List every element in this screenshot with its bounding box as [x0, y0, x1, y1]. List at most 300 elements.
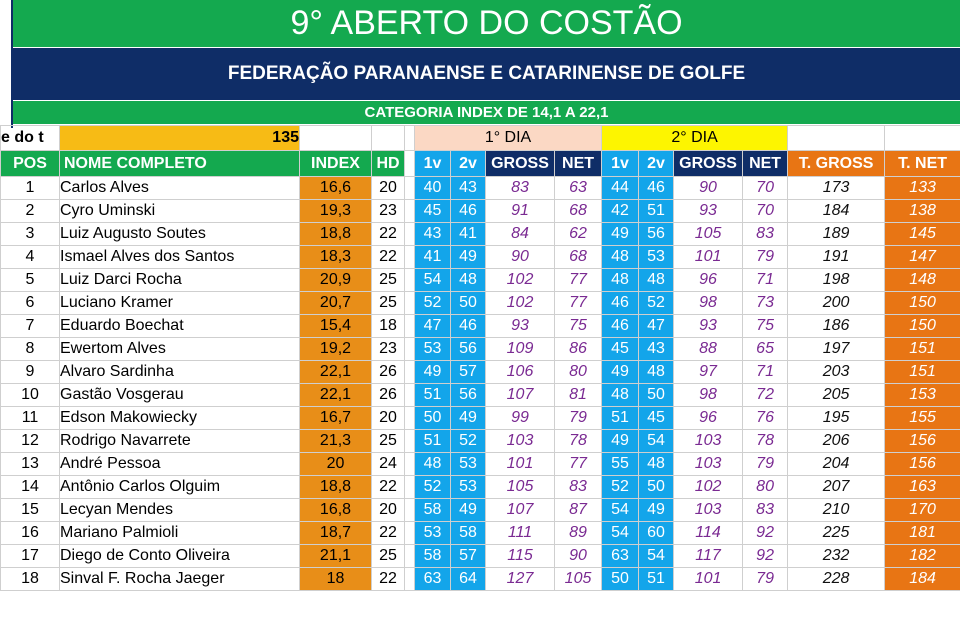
cell-d2-net: 72 — [743, 384, 788, 407]
cell-total-net: 184 — [885, 568, 960, 591]
cell-d2-v2: 51 — [639, 200, 674, 223]
spacer-cell — [405, 246, 415, 269]
cell-total-net: 181 — [885, 522, 960, 545]
cell-total-gross: 206 — [788, 430, 885, 453]
cell-d2-net: 79 — [743, 453, 788, 476]
spacer-cell — [405, 177, 415, 200]
table-row — [1, 200, 960, 223]
blank-cell — [300, 126, 372, 151]
cell-index: 18,8 — [300, 476, 372, 499]
cell-d2-v2: 50 — [639, 384, 674, 407]
cell-d1-net: 89 — [555, 522, 602, 545]
cell-d2-v1: 50 — [602, 568, 639, 591]
cell-d2-gross: 101 — [674, 568, 743, 591]
cell-pos: 4 — [1, 246, 60, 269]
cell-d2-v1: 44 — [602, 177, 639, 200]
spacer-cell — [405, 476, 415, 499]
column-header-row — [1, 151, 960, 177]
cell-d2-v2: 60 — [639, 522, 674, 545]
cell-pos: 6 — [1, 292, 60, 315]
cell-d2-v2: 54 — [639, 545, 674, 568]
cell-d1-net: 83 — [555, 476, 602, 499]
federation-banner: FEDERAÇÃO PARANAENSE E CATARINENSE DE GOLFE — [13, 48, 960, 100]
cell-total-net: 147 — [885, 246, 960, 269]
cell-d1-v2: 57 — [451, 545, 486, 568]
cell-d1-v1: 52 — [415, 476, 451, 499]
col-total-gross: T. GROSS — [788, 151, 885, 177]
cell-d2-net: 83 — [743, 223, 788, 246]
cell-d1-net: 87 — [555, 499, 602, 522]
cell-d1-v2: 46 — [451, 200, 486, 223]
cell-index: 16,7 — [300, 407, 372, 430]
tournament-title: 9° ABERTO DO COSTÃO — [13, 0, 960, 47]
cell-d2-net: 78 — [743, 430, 788, 453]
category-banner: CATEGORIA INDEX DE 14,1 A 22,1 — [13, 101, 960, 124]
spacer-cell — [405, 315, 415, 338]
cell-total-net: 138 — [885, 200, 960, 223]
cell-d1-net: 78 — [555, 430, 602, 453]
results-table — [0, 125, 960, 591]
cell-d2-v2: 45 — [639, 407, 674, 430]
table-row — [1, 361, 960, 384]
cell-index: 16,6 — [300, 177, 372, 200]
cell-d1-net: 68 — [555, 246, 602, 269]
cell-d1-gross: 109 — [486, 338, 555, 361]
cell-d1-v2: 57 — [451, 361, 486, 384]
cell-index: 18,3 — [300, 246, 372, 269]
cell-d2-v2: 50 — [639, 476, 674, 499]
cell-total-gross: 186 — [788, 315, 885, 338]
table-row — [1, 292, 960, 315]
cell-name: Ismael Alves dos Santos — [60, 246, 300, 269]
cell-d2-net: 70 — [743, 200, 788, 223]
cell-d1-v2: 53 — [451, 453, 486, 476]
cell-name: Sinval F. Rocha Jaeger — [60, 568, 300, 591]
cell-d1-v2: 49 — [451, 246, 486, 269]
cell-index: 18 — [300, 568, 372, 591]
cell-d2-gross: 102 — [674, 476, 743, 499]
cell-pos: 10 — [1, 384, 60, 407]
cell-d2-v2: 48 — [639, 269, 674, 292]
cell-hd: 24 — [372, 453, 405, 476]
cell-d2-gross: 96 — [674, 407, 743, 430]
cell-name: Luiz Darci Rocha — [60, 269, 300, 292]
cell-d1-v1: 43 — [415, 223, 451, 246]
cell-d2-gross: 93 — [674, 200, 743, 223]
col-d1-gross: GROSS — [486, 151, 555, 177]
cell-hd: 22 — [372, 476, 405, 499]
cell-hd: 25 — [372, 545, 405, 568]
table-row — [1, 545, 960, 568]
cell-total-net: 150 — [885, 292, 960, 315]
col-name: NOME COMPLETO — [60, 151, 300, 177]
cell-hd: 20 — [372, 177, 405, 200]
cell-d2-v2: 51 — [639, 568, 674, 591]
cell-total-gross: 184 — [788, 200, 885, 223]
cell-d1-net: 79 — [555, 407, 602, 430]
cell-hd: 25 — [372, 430, 405, 453]
cell-d1-net: 62 — [555, 223, 602, 246]
cell-d1-gross: 102 — [486, 292, 555, 315]
table-row — [1, 499, 960, 522]
cell-index: 15,4 — [300, 315, 372, 338]
cell-d1-net: 77 — [555, 269, 602, 292]
cell-d2-v1: 46 — [602, 292, 639, 315]
table-row — [1, 453, 960, 476]
cell-total-gross: 207 — [788, 476, 885, 499]
cell-d1-gross: 102 — [486, 269, 555, 292]
cell-total-gross: 198 — [788, 269, 885, 292]
cell-d1-v2: 48 — [451, 269, 486, 292]
cell-d1-v1: 45 — [415, 200, 451, 223]
spacer-cell — [405, 430, 415, 453]
cell-d2-gross: 103 — [674, 499, 743, 522]
cell-d1-v2: 56 — [451, 384, 486, 407]
cell-d1-gross: 84 — [486, 223, 555, 246]
cell-total-net: 156 — [885, 430, 960, 453]
spacer-cell — [405, 522, 415, 545]
spacer-cell — [405, 223, 415, 246]
spacer-cell — [405, 568, 415, 591]
cell-d2-v1: 49 — [602, 223, 639, 246]
cell-d2-gross: 90 — [674, 177, 743, 200]
cell-index: 18,8 — [300, 223, 372, 246]
cell-d2-v1: 48 — [602, 246, 639, 269]
cell-total-net: 182 — [885, 545, 960, 568]
cell-d1-gross: 106 — [486, 361, 555, 384]
cell-d1-v1: 53 — [415, 522, 451, 545]
cell-index: 16,8 — [300, 499, 372, 522]
cell-hd: 20 — [372, 407, 405, 430]
cell-index: 19,2 — [300, 338, 372, 361]
cell-d2-net: 76 — [743, 407, 788, 430]
cell-d2-v1: 42 — [602, 200, 639, 223]
cell-d2-net: 92 — [743, 545, 788, 568]
cell-d2-net: 79 — [743, 568, 788, 591]
table-row — [1, 338, 960, 361]
cell-pos: 14 — [1, 476, 60, 499]
cell-d2-gross: 96 — [674, 269, 743, 292]
cell-d2-v2: 43 — [639, 338, 674, 361]
cell-name: Gastão Vosgerau — [60, 384, 300, 407]
blank-cell — [885, 126, 960, 151]
cell-d1-v2: 52 — [451, 430, 486, 453]
cell-d2-net: 65 — [743, 338, 788, 361]
cell-total-gross: 200 — [788, 292, 885, 315]
cell-d2-v2: 48 — [639, 361, 674, 384]
cell-d1-gross: 101 — [486, 453, 555, 476]
cell-total-net: 145 — [885, 223, 960, 246]
cell-total-net: 150 — [885, 315, 960, 338]
cell-name: Antônio Carlos Olguim — [60, 476, 300, 499]
cell-index: 22,1 — [300, 361, 372, 384]
cell-d2-v1: 46 — [602, 315, 639, 338]
cell-d1-v1: 50 — [415, 407, 451, 430]
spacer-cell — [405, 200, 415, 223]
spacer-cell — [405, 269, 415, 292]
cell-d1-gross: 91 — [486, 200, 555, 223]
cell-total-gross: 225 — [788, 522, 885, 545]
table-row — [1, 223, 960, 246]
cell-total-gross: 205 — [788, 384, 885, 407]
cell-pos: 11 — [1, 407, 60, 430]
col-d1-net: NET — [555, 151, 602, 177]
cell-d1-v2: 49 — [451, 499, 486, 522]
cell-d2-gross: 97 — [674, 361, 743, 384]
cell-hd: 22 — [372, 522, 405, 545]
cell-total-gross: 189 — [788, 223, 885, 246]
cell-total-net: 133 — [885, 177, 960, 200]
col-d1-v1: 1v — [415, 151, 451, 177]
cell-name: Eduardo Boechat — [60, 315, 300, 338]
cell-d1-net: 90 — [555, 545, 602, 568]
cell-total-gross: 228 — [788, 568, 885, 591]
cell-total-net: 170 — [885, 499, 960, 522]
cell-total-gross: 195 — [788, 407, 885, 430]
cell-total-net: 151 — [885, 361, 960, 384]
cell-d2-gross: 88 — [674, 338, 743, 361]
cell-total-gross: 203 — [788, 361, 885, 384]
cell-d1-v1: 58 — [415, 545, 451, 568]
cell-pos: 3 — [1, 223, 60, 246]
col-hd: HD — [372, 151, 405, 177]
days-row — [1, 126, 960, 151]
spacer-cell — [405, 338, 415, 361]
cell-name: Alvaro Sardinha — [60, 361, 300, 384]
spacer-cell — [405, 151, 415, 177]
cell-d2-gross: 98 — [674, 384, 743, 407]
cell-d2-v2: 56 — [639, 223, 674, 246]
cell-hd: 23 — [372, 200, 405, 223]
cell-d2-v1: 54 — [602, 499, 639, 522]
col-d2-gross: GROSS — [674, 151, 743, 177]
cell-index: 19,3 — [300, 200, 372, 223]
cell-index: 21,1 — [300, 545, 372, 568]
cell-d1-net: 75 — [555, 315, 602, 338]
cell-hd: 26 — [372, 384, 405, 407]
col-d2-net: NET — [743, 151, 788, 177]
cell-name: Luiz Augusto Soutes — [60, 223, 300, 246]
cell-d2-gross: 117 — [674, 545, 743, 568]
table-row — [1, 522, 960, 545]
cell-d2-gross: 98 — [674, 292, 743, 315]
cell-d2-gross: 114 — [674, 522, 743, 545]
spacer-cell — [405, 384, 415, 407]
cell-d2-v1: 49 — [602, 430, 639, 453]
cell-d2-net: 71 — [743, 269, 788, 292]
cell-hd: 23 — [372, 338, 405, 361]
cell-d2-net: 79 — [743, 246, 788, 269]
cell-name: Ewertom Alves — [60, 338, 300, 361]
cell-d2-v1: 54 — [602, 522, 639, 545]
cell-d1-v2: 50 — [451, 292, 486, 315]
cell-d1-gross: 105 — [486, 476, 555, 499]
spacer-cell — [405, 292, 415, 315]
table-row — [1, 430, 960, 453]
cell-pos: 8 — [1, 338, 60, 361]
cell-d2-v2: 47 — [639, 315, 674, 338]
cell-d2-gross: 103 — [674, 453, 743, 476]
col-d2-v2: 2v — [639, 151, 674, 177]
cell-hd: 22 — [372, 568, 405, 591]
col-pos: POS — [1, 151, 60, 177]
cut-label: e do t — [1, 126, 60, 151]
cell-pos: 18 — [1, 568, 60, 591]
cell-d1-v2: 64 — [451, 568, 486, 591]
col-d2-v1: 1v — [602, 151, 639, 177]
cell-name: Edson Makowiecky — [60, 407, 300, 430]
table-row — [1, 246, 960, 269]
cell-total-gross: 210 — [788, 499, 885, 522]
cell-d1-gross: 90 — [486, 246, 555, 269]
cell-d1-v1: 52 — [415, 292, 451, 315]
cell-name: Rodrigo Navarrete — [60, 430, 300, 453]
cell-index: 20,7 — [300, 292, 372, 315]
cell-d1-v2: 53 — [451, 476, 486, 499]
table-row — [1, 407, 960, 430]
cell-d1-gross: 99 — [486, 407, 555, 430]
cell-d1-v2: 58 — [451, 522, 486, 545]
day1-header: 1° DIA — [415, 126, 602, 151]
cell-hd: 25 — [372, 292, 405, 315]
cell-d2-v2: 52 — [639, 292, 674, 315]
cell-total-net: 153 — [885, 384, 960, 407]
cell-d1-v1: 49 — [415, 361, 451, 384]
cell-d1-gross: 93 — [486, 315, 555, 338]
cell-hd: 25 — [372, 269, 405, 292]
cell-index: 20,9 — [300, 269, 372, 292]
col-total-net: T. NET — [885, 151, 960, 177]
cell-total-net: 148 — [885, 269, 960, 292]
cell-d1-net: 86 — [555, 338, 602, 361]
table-row — [1, 476, 960, 499]
spacer-cell — [405, 545, 415, 568]
cell-d1-gross: 83 — [486, 177, 555, 200]
cell-d2-net: 83 — [743, 499, 788, 522]
cell-index: 18,7 — [300, 522, 372, 545]
cell-d1-gross: 115 — [486, 545, 555, 568]
cell-name: Carlos Alves — [60, 177, 300, 200]
cell-d2-v1: 45 — [602, 338, 639, 361]
cell-name: André Pessoa — [60, 453, 300, 476]
cell-d2-v1: 48 — [602, 384, 639, 407]
cell-hd: 22 — [372, 246, 405, 269]
col-d1-v2: 2v — [451, 151, 486, 177]
cell-d1-v2: 56 — [451, 338, 486, 361]
table-row — [1, 315, 960, 338]
cell-d2-v2: 54 — [639, 430, 674, 453]
cell-d2-v1: 52 — [602, 476, 639, 499]
cell-d1-v2: 46 — [451, 315, 486, 338]
cell-total-net: 155 — [885, 407, 960, 430]
cell-total-gross: 232 — [788, 545, 885, 568]
cell-d1-v1: 54 — [415, 269, 451, 292]
spacer-cell — [405, 361, 415, 384]
cell-d1-gross: 107 — [486, 384, 555, 407]
cell-total-gross: 173 — [788, 177, 885, 200]
spacer-cell — [405, 453, 415, 476]
cell-d1-gross: 107 — [486, 499, 555, 522]
cell-d2-gross: 103 — [674, 430, 743, 453]
table-row — [1, 177, 960, 200]
cell-d1-gross: 111 — [486, 522, 555, 545]
cell-d1-net: 105 — [555, 568, 602, 591]
cell-d1-gross: 127 — [486, 568, 555, 591]
col-index: INDEX — [300, 151, 372, 177]
cell-d1-v1: 63 — [415, 568, 451, 591]
cell-d1-v1: 48 — [415, 453, 451, 476]
cell-d1-net: 63 — [555, 177, 602, 200]
spacer-cell — [405, 499, 415, 522]
table-row — [1, 568, 960, 591]
cell-pos: 7 — [1, 315, 60, 338]
cell-d1-v2: 43 — [451, 177, 486, 200]
cell-index: 21,3 — [300, 430, 372, 453]
cell-d2-net: 75 — [743, 315, 788, 338]
cell-d2-v2: 49 — [639, 499, 674, 522]
cell-d2-v1: 55 — [602, 453, 639, 476]
cell-d2-gross: 105 — [674, 223, 743, 246]
cell-d2-net: 73 — [743, 292, 788, 315]
cell-name: Lecyan Mendes — [60, 499, 300, 522]
cell-d2-v2: 53 — [639, 246, 674, 269]
cell-total-gross: 191 — [788, 246, 885, 269]
cell-index: 20 — [300, 453, 372, 476]
cell-name: Mariano Palmioli — [60, 522, 300, 545]
cell-name: Cyro Uminski — [60, 200, 300, 223]
cell-hd: 18 — [372, 315, 405, 338]
cell-d1-v1: 51 — [415, 430, 451, 453]
cell-total-net: 151 — [885, 338, 960, 361]
cell-name: Diego de Conto Oliveira — [60, 545, 300, 568]
cell-d1-gross: 103 — [486, 430, 555, 453]
cell-d2-v1: 63 — [602, 545, 639, 568]
cell-d2-v2: 46 — [639, 177, 674, 200]
cell-pos: 12 — [1, 430, 60, 453]
cell-pos: 13 — [1, 453, 60, 476]
cell-name: Luciano Kramer — [60, 292, 300, 315]
cell-d2-v2: 48 — [639, 453, 674, 476]
cell-d1-net: 81 — [555, 384, 602, 407]
spacer-cell — [405, 407, 415, 430]
cell-total-net: 156 — [885, 453, 960, 476]
cell-index: 22,1 — [300, 384, 372, 407]
cell-pos: 9 — [1, 361, 60, 384]
cell-d2-net: 92 — [743, 522, 788, 545]
table-row — [1, 384, 960, 407]
blank-cell — [372, 126, 405, 151]
cell-d1-v2: 49 — [451, 407, 486, 430]
cell-d1-v1: 40 — [415, 177, 451, 200]
blank-cell — [405, 126, 415, 151]
cell-total-net: 163 — [885, 476, 960, 499]
cell-d1-v1: 47 — [415, 315, 451, 338]
cell-hd: 22 — [372, 223, 405, 246]
cell-total-gross: 197 — [788, 338, 885, 361]
cell-d2-net: 80 — [743, 476, 788, 499]
cell-d2-v1: 48 — [602, 269, 639, 292]
cell-d1-v1: 51 — [415, 384, 451, 407]
cell-d2-net: 70 — [743, 177, 788, 200]
cell-pos: 17 — [1, 545, 60, 568]
cell-pos: 16 — [1, 522, 60, 545]
table-row — [1, 269, 960, 292]
cell-d2-net: 71 — [743, 361, 788, 384]
cell-pos: 2 — [1, 200, 60, 223]
cell-d2-gross: 93 — [674, 315, 743, 338]
cell-d1-net: 68 — [555, 200, 602, 223]
cell-hd: 26 — [372, 361, 405, 384]
